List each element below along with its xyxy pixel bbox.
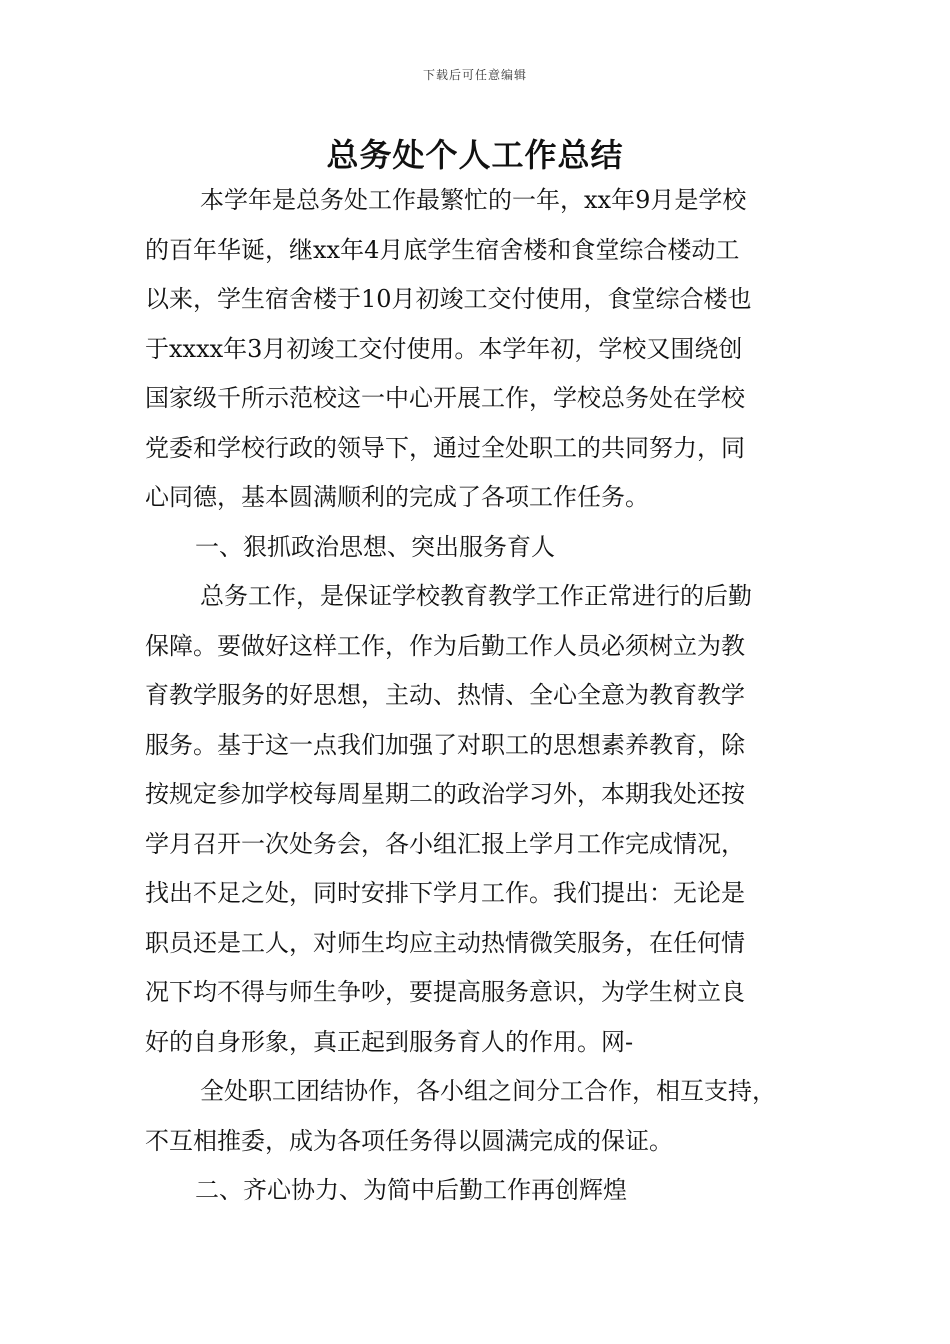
paragraph-line: 国家级千所示范校这一中心开展工作，学校总务处在学校 xyxy=(145,384,745,412)
paragraph-line: 保障。要做好这样工作，作为后勤工作人员必须树立为教 xyxy=(145,631,745,660)
document-body xyxy=(145,176,835,1216)
section-heading: 二、齐心协力、为简中后勤工作再创辉煌 xyxy=(195,1176,627,1204)
paragraph-line: 全处职工团结协作，各小组之间分工合作，相互支持， xyxy=(200,1077,776,1105)
paragraph-line: 的百年华诞，继xx年4月底学生宿舍楼和食堂综合楼动工 xyxy=(145,235,740,264)
paragraph-line: 好的自身形象，真正起到服务育人的作用。网- xyxy=(145,1027,634,1056)
paragraph-line: 本学年是总务处工作最繁忙的一年，xx年9月是学校 xyxy=(200,186,747,214)
paragraph-line: 职员还是工人，对师生均应主动热情微笑服务，在任何情 xyxy=(145,928,745,957)
section-heading: 一、狠抓政治思想、突出服务育人 xyxy=(195,532,555,561)
paragraph-line: 总务工作，是保证学校教育教学工作正常进行的后勤 xyxy=(200,582,752,610)
paragraph-line: 于xxxx年3月初竣工交付使用。本学年初，学校又围绕创 xyxy=(145,334,743,363)
paragraph-line: 况下均不得与师生争吵，要提高服务意识，为学生树立良 xyxy=(145,978,745,1006)
paragraph-line: 育教学服务的好思想，主动、热情、全心全意为教育教学 xyxy=(145,681,745,709)
header-note: 下载后可任意编辑 xyxy=(422,68,527,82)
paragraph-line: 服务。基于这一点我们加强了对职工的思想素养教育，除 xyxy=(145,730,745,759)
paragraph-line: 不互相推委，成为各项任务得以圆满完成的保证。 xyxy=(145,1126,673,1155)
document-title: 总务处个人工作总结 xyxy=(326,136,624,174)
paragraph-line: 学月召开一次处务会，各小组汇报上学月工作完成情况， xyxy=(145,829,745,858)
paragraph-line: 按规定参加学校每周星期二的政治学习外，本期我处还按 xyxy=(145,780,745,808)
paragraph-line: 找出不足之处，同时安排下学月工作。我们提出：无论是 xyxy=(145,879,745,907)
paragraph-line: 心同德，基本圆满顺利的完成了各项工作任务。 xyxy=(145,483,649,511)
paragraph-line: 党委和学校行政的领导下，通过全处职工的共同努力，同 xyxy=(145,433,745,462)
paragraph-line: 以来，学生宿舍楼于10月初竣工交付使用，食堂综合楼也 xyxy=(145,285,752,313)
